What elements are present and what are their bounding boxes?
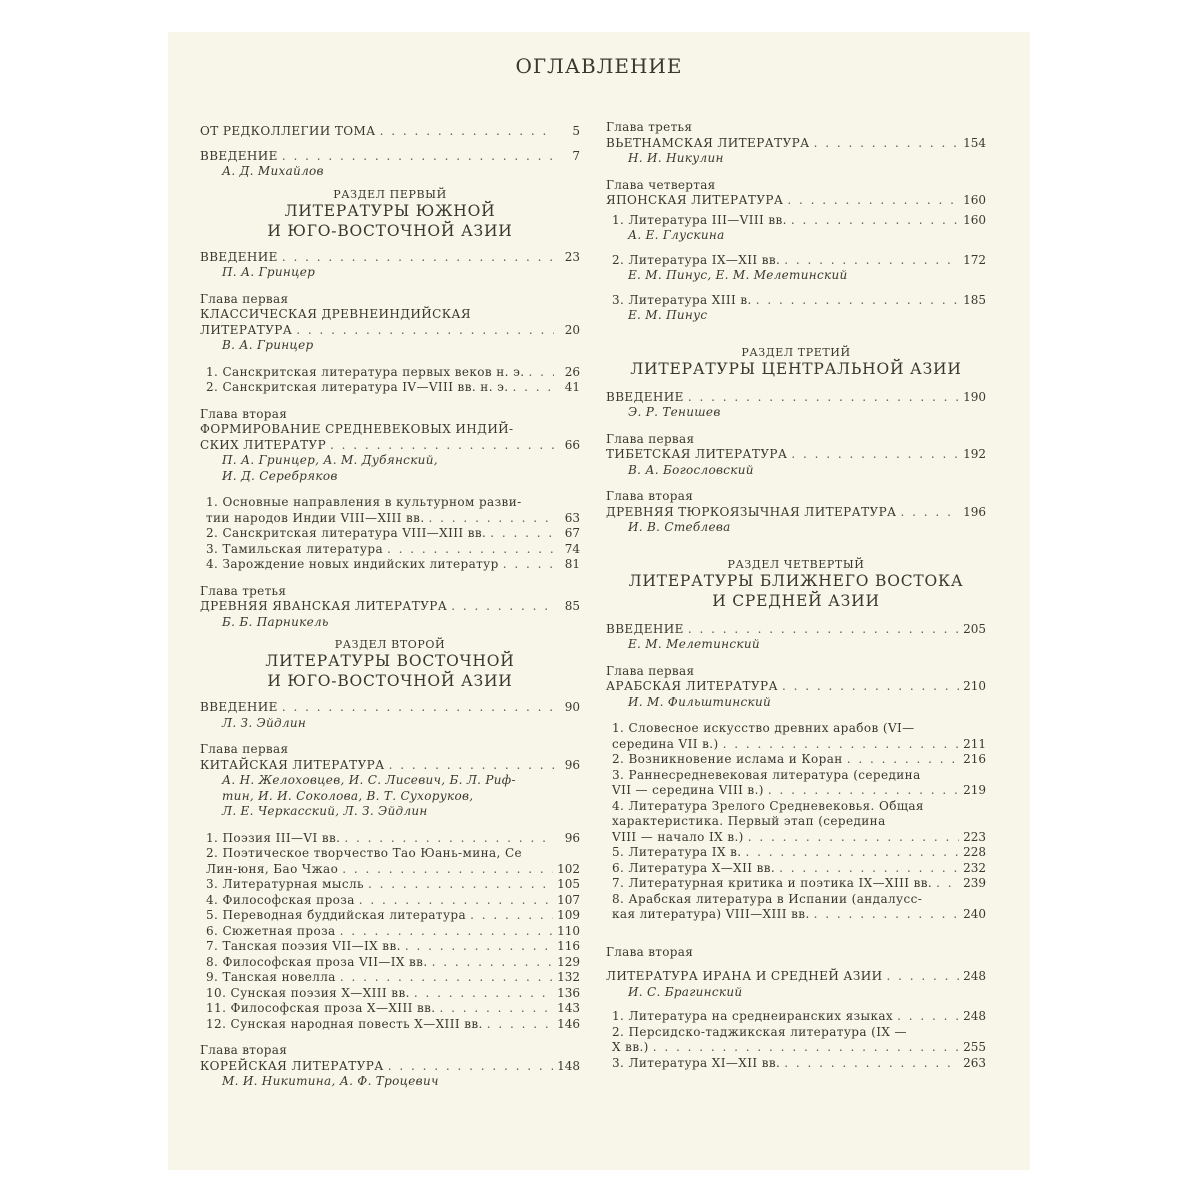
- toc-page-number: 63: [564, 510, 580, 525]
- toc-entry-title: ВВЕДЕНИЕ: [200, 249, 278, 264]
- toc-author: Л. Е. Черкасский, Л. З. Эйдлин: [222, 804, 428, 818]
- toc-author: Е. М. Пинус, Е. М. Мелетинский: [628, 268, 848, 282]
- toc-leader-dots: [414, 986, 553, 1002]
- toc-entry[interactable]: [606, 830, 986, 846]
- toc-entry-title: ВВЕДЕНИЕ: [200, 148, 278, 163]
- toc-leader-dots: [487, 1017, 553, 1033]
- toc-author: М. И. Никитина, А. Ф. Троцевич: [222, 1074, 439, 1088]
- toc-entry-title: ОТ РЕДКОЛЛЕГИИ ТОМА: [200, 124, 376, 138]
- toc-entry-title: 12. Сунская народная повесть X—XIII вв.: [206, 1016, 483, 1031]
- toc-author: И. В. Стеблева: [628, 520, 731, 534]
- toc-leader-dots: [389, 758, 554, 774]
- toc-entry-title: 3. Литература XI—XII вв.: [612, 1055, 781, 1070]
- toc-column-left: [200, 120, 580, 1090]
- toc-author: Б. Б. Парникель: [222, 614, 329, 629]
- toc-column-right: [606, 120, 986, 1071]
- chapter-label: Глава третья: [606, 120, 693, 134]
- toc-entry-title: 2. Санскритская литература VIII—XIII вв.: [206, 526, 487, 540]
- toc-leader-dots: [340, 970, 553, 986]
- toc-entry[interactable]: [200, 323, 580, 339]
- toc-entry[interactable]: [200, 511, 580, 527]
- toc-page-number: 255: [963, 1040, 986, 1054]
- toc-entry-title: X вв.): [612, 1040, 649, 1054]
- toc-entry-title: 5. Литература IX в.: [612, 845, 742, 859]
- toc-page-number: 23: [564, 249, 580, 264]
- section-title-line: ЛИТЕРАТУРЫ ЦЕНТРАЛЬНОЙ АЗИИ: [630, 359, 962, 378]
- toc-entry-line: 2. Поэтическое творчество Тао Юань-мина, Се: [206, 846, 523, 860]
- toc-page-number: 143: [557, 1001, 580, 1015]
- toc-entry-title: АРАБСКАЯ ЛИТЕРАТУРА: [606, 679, 778, 693]
- toc-page-number: 211: [963, 736, 986, 751]
- toc-entry-title: 1. Литература III—VIII вв.: [612, 212, 787, 227]
- toc-leader-dots: [745, 845, 959, 861]
- toc-entry-title: КОРЕЙСКАЯ ЛИТЕРАТУРА: [200, 1058, 384, 1073]
- toc-author: П. А. Гринцер: [222, 265, 316, 279]
- toc-leader-dots: [342, 862, 553, 878]
- toc-entry[interactable]: [606, 969, 986, 985]
- toc-entry-title: тии народов Индии VIII—XIII вв.: [206, 510, 425, 525]
- toc-entry[interactable]: [606, 390, 986, 406]
- chapter-label: Глава вторая: [200, 406, 288, 421]
- toc-entry[interactable]: [606, 845, 986, 861]
- toc-leader-dots: [282, 700, 554, 716]
- toc-leader-dots: [388, 1059, 553, 1075]
- toc-page-number: 219: [963, 783, 986, 797]
- toc-leader-dots: [787, 193, 959, 209]
- toc-page-number: 116: [557, 939, 580, 953]
- toc-entry-title: 7. Танская поэзия VII—IX вв.: [206, 939, 401, 953]
- toc-leader-dots: [784, 253, 959, 269]
- toc-leader-dots: [784, 1056, 959, 1072]
- toc-entry-title: 9. Танская новелла: [206, 970, 336, 984]
- toc-entry-title: 10. Сунская поэзия X—XIII вв.: [206, 985, 410, 1000]
- section-title-line: И ЮГО-ВОСТОЧНОЙ АЗИИ: [267, 672, 513, 690]
- toc-page-number: 26: [564, 364, 580, 379]
- toc-entry-title: ВВЕДЕНИЕ: [200, 700, 278, 714]
- toc-entry-title: КИТАЙСКАЯ ЛИТЕРАТУРА: [200, 757, 385, 772]
- toc-entry[interactable]: [200, 700, 580, 716]
- section-title-line: ЛИТЕРАТУРЫ БЛИЖНЕГО ВОСТОКА: [628, 571, 964, 590]
- toc-entry[interactable]: [606, 622, 986, 638]
- toc-entry-title: 11. Философская проза X—XIII вв.: [206, 1001, 436, 1015]
- toc-page-number: 216: [963, 752, 986, 766]
- toc-page-number: 105: [557, 877, 580, 891]
- toc-entry[interactable]: [200, 557, 580, 573]
- toc-page-number: 20: [564, 322, 580, 337]
- toc-leader-dots: [688, 390, 959, 406]
- toc-page-number: 196: [963, 504, 986, 519]
- toc-leader-dots: [470, 908, 553, 924]
- toc-leader-dots: [847, 752, 959, 768]
- toc-entry-title: ЯПОНСКАЯ ЛИТЕРАТУРА: [606, 193, 784, 207]
- toc-page-number: 239: [963, 876, 986, 890]
- toc-entry[interactable]: [200, 970, 580, 986]
- toc-leader-dots: [814, 907, 959, 923]
- toc-page-number: 109: [557, 908, 580, 922]
- toc-entry[interactable]: [606, 447, 986, 463]
- chapter-label: Глава первая: [200, 742, 289, 756]
- toc-entry-line: 2. Персидско-таджикская литература (IX —: [612, 1024, 907, 1039]
- toc-author: П. А. Гринцер, А. М. Дубянский,: [222, 453, 438, 467]
- chapter-label: Глава первая: [606, 431, 695, 446]
- toc-entry[interactable]: [606, 679, 986, 695]
- toc-page-number: 74: [564, 541, 580, 556]
- section-heading: [200, 188, 580, 241]
- toc-leader-dots: [432, 955, 554, 971]
- toc-author: Е. М. Пинус: [628, 308, 708, 322]
- toc-page-number: 7: [572, 148, 580, 163]
- toc-leader-dots: [936, 876, 959, 892]
- toc-entry-title: ТИБЕТСКАЯ ЛИТЕРАТУРА: [606, 447, 788, 461]
- toc-author: Л. З. Эйдлин: [222, 715, 307, 730]
- toc-page-number: 172: [963, 252, 986, 267]
- toc-leader-dots: [451, 599, 554, 615]
- toc-leader-dots: [791, 213, 959, 229]
- toc-entry-line: 4. Литература Зрелого Средневековья. Общая: [612, 798, 924, 813]
- toc-leader-dots: [282, 149, 554, 165]
- toc-entry-title: 6. Литература X—XII вв.: [612, 860, 776, 875]
- toc-entry-title: 2. Санскритская литература IV—VIII вв. н. э.: [206, 380, 509, 394]
- toc-entry-title: 1. Поэзия III—VI вв.: [206, 830, 341, 845]
- toc-leader-dots: [653, 1040, 959, 1056]
- section-heading: [606, 558, 986, 611]
- toc-entry-title: 8. Философская проза VII—IX вв.: [206, 954, 428, 969]
- toc-page-number: 81: [564, 557, 580, 571]
- book-page: [168, 32, 1030, 1170]
- toc-entry-title: ВВЕДЕНИЕ: [606, 621, 684, 636]
- toc-page-number: 185: [963, 292, 986, 307]
- toc-entry[interactable]: [606, 1009, 986, 1025]
- toc-entry[interactable]: [200, 526, 580, 542]
- toc-entry-title: 2. Возникновение ислама и Коран: [612, 752, 843, 766]
- toc-entry-title: 3. Литературная мысль: [206, 877, 364, 891]
- toc-page-number: 205: [963, 621, 986, 636]
- toc-leader-dots: [439, 1001, 553, 1017]
- toc-leader-dots: [387, 542, 554, 558]
- toc-leader-dots: [359, 893, 553, 909]
- toc-leader-dots: [490, 526, 554, 542]
- toc-author: Э. Р. Тенишев: [628, 405, 721, 419]
- page-title: ОГЛАВЛЕНИЕ: [515, 54, 683, 78]
- toc-leader-dots: [782, 679, 959, 695]
- section-title-line: ЛИТЕРАТУРЫ ЮЖНОЙ: [284, 201, 496, 220]
- toc-page-number: 96: [564, 757, 580, 772]
- toc-page-number: 66: [564, 437, 580, 452]
- toc-page-number: 5: [572, 124, 580, 138]
- toc-entry[interactable]: [606, 861, 986, 877]
- toc-entry[interactable]: [200, 955, 580, 971]
- chapter-label: Глава четвертая: [606, 177, 716, 192]
- toc-page-number: 41: [564, 380, 580, 394]
- toc-entry[interactable]: [200, 124, 580, 140]
- toc-entry[interactable]: [200, 1059, 580, 1075]
- toc-page-number: 248: [963, 1009, 986, 1023]
- toc-entry[interactable]: [606, 876, 986, 892]
- toc-page-number: 228: [963, 845, 986, 859]
- chapter-label: Глава вторая: [200, 1043, 288, 1057]
- toc-page-number: 223: [963, 829, 986, 844]
- toc-entry-title: СКИХ ЛИТЕРАТУР: [200, 437, 327, 452]
- toc-leader-dots: [429, 511, 554, 527]
- toc-entry[interactable]: [606, 907, 986, 923]
- toc-entry-title: VIII — начало IX в.): [612, 829, 744, 844]
- chapter-label: Глава вторая: [606, 944, 694, 959]
- toc-page-number: 263: [963, 1055, 986, 1070]
- toc-page-number: 160: [963, 212, 986, 227]
- toc-page-number: 190: [963, 389, 986, 404]
- toc-entry[interactable]: [200, 831, 580, 847]
- chapter-label: Глава вторая: [606, 489, 694, 503]
- toc-leader-dots: [779, 861, 959, 877]
- toc-author: В. А. Гринцер: [222, 338, 314, 352]
- chapter-label: Глава первая: [606, 663, 695, 678]
- toc-entry[interactable]: [200, 438, 580, 454]
- toc-entry-line: КЛАССИЧЕСКАЯ ДРЕВНЕИНДИЙСКАЯ: [200, 307, 472, 321]
- toc-entry[interactable]: [606, 737, 986, 753]
- toc-page-number: 240: [963, 907, 986, 921]
- toc-author: И. С. Брагинский: [628, 984, 743, 999]
- toc-leader-dots: [723, 737, 960, 753]
- toc-leader-dots: [897, 1009, 959, 1025]
- toc-page-number: 210: [963, 679, 986, 693]
- toc-entry[interactable]: [200, 250, 580, 266]
- toc-page-number: 154: [963, 135, 986, 150]
- toc-entry[interactable]: [200, 1017, 580, 1033]
- toc-entry-title: ВЬЕТНАМСКАЯ ЛИТЕРАТУРА: [606, 135, 810, 150]
- toc-leader-dots: [330, 438, 554, 454]
- toc-leader-dots: [814, 136, 959, 152]
- toc-entry-title: 4. Зарождение новых индийских литератур: [206, 557, 499, 571]
- toc-entry[interactable]: [200, 149, 580, 165]
- toc-entry-title: 5. Переводная буддийская литература: [206, 908, 467, 922]
- section-label: РАЗДЕЛ ВТОРОЙ: [334, 638, 446, 651]
- section-title: [200, 651, 580, 691]
- toc-entry[interactable]: [200, 908, 580, 924]
- toc-page-number: 132: [557, 970, 580, 984]
- toc-page-number: 67: [564, 526, 580, 540]
- toc-author: А. Д. Михайлов: [222, 164, 324, 178]
- toc-leader-dots: [768, 783, 959, 799]
- toc-page-number: 96: [564, 830, 580, 845]
- toc-entry[interactable]: [200, 862, 580, 878]
- toc-entry[interactable]: [200, 986, 580, 1002]
- chapter-label: Глава третья: [200, 583, 287, 598]
- toc-entry-line: характеристика. Первый этап (середина: [612, 814, 886, 828]
- toc-entry[interactable]: [200, 1001, 580, 1017]
- toc-page-number: 146: [557, 1016, 580, 1031]
- toc-leader-dots: [688, 622, 959, 638]
- toc-page-number: 110: [557, 923, 580, 938]
- section-title-line: И СРЕДНЕЙ АЗИИ: [712, 591, 880, 610]
- section-label: РАЗДЕЛ ПЕРВЫЙ: [333, 187, 447, 201]
- toc-entry-title: 3. Тамильская литература: [206, 541, 384, 556]
- toc-entry-title: ЛИТЕРАТУРА ИРАНА И СРЕДНЕЙ АЗИИ: [606, 969, 883, 983]
- toc-leader-dots: [282, 250, 554, 266]
- section-title-line: ЛИТЕРАТУРЫ ВОСТОЧНОЙ: [265, 652, 515, 670]
- chapter-label: Глава первая: [200, 291, 289, 306]
- section-label: РАЗДЕЛ ЧЕТВЕРТЫЙ: [727, 557, 865, 571]
- section-title: [200, 201, 580, 241]
- toc-entry[interactable]: [200, 599, 580, 615]
- section-label: РАЗДЕЛ ТРЕТИЙ: [741, 345, 851, 359]
- toc-entry-title: 3. Литература XIII в.: [612, 292, 752, 307]
- toc-leader-dots: [405, 939, 553, 955]
- section-title: [606, 359, 986, 379]
- toc-author: И. Д. Серебряков: [222, 468, 338, 483]
- toc-entry[interactable]: [200, 924, 580, 940]
- toc-leader-dots: [380, 124, 554, 140]
- toc-entry[interactable]: [200, 877, 580, 893]
- toc-author: А. Е. Глускина: [628, 228, 725, 242]
- toc-leader-dots: [344, 831, 554, 847]
- section-heading: [200, 638, 580, 691]
- section-title: [606, 571, 986, 611]
- toc-author: Е. М. Мелетинский: [628, 637, 760, 651]
- toc-page-number: 136: [557, 985, 580, 1000]
- toc-entry[interactable]: [606, 213, 986, 229]
- toc-entry[interactable]: [606, 505, 986, 521]
- toc-entry[interactable]: [200, 380, 580, 396]
- toc-page-number: 107: [557, 892, 580, 907]
- toc-entry-title: середина VII в.): [612, 736, 719, 751]
- toc-page-number: 102: [557, 861, 580, 876]
- toc-entry[interactable]: [606, 193, 986, 209]
- toc-author: И. М. Фильштинский: [628, 694, 771, 709]
- toc-entry-line: 1. Словесное искусство древних арабов (VI—: [612, 721, 915, 735]
- toc-leader-dots: [512, 380, 554, 396]
- toc-entry[interactable]: [606, 293, 986, 309]
- toc-entry-title: 6. Сюжетная проза: [206, 923, 336, 938]
- toc-leader-dots: [901, 505, 960, 521]
- toc-leader-dots: [368, 877, 553, 893]
- toc-entry-title: ВВЕДЕНИЕ: [606, 389, 684, 404]
- toc-entry[interactable]: [606, 1056, 986, 1072]
- toc-page-number: 85: [564, 599, 580, 613]
- toc-page-number: 192: [963, 447, 986, 461]
- toc-entry-title: 7. Литературная критика и поэтика IX—XIII вв.: [612, 876, 933, 890]
- toc-page-number: 129: [557, 954, 580, 969]
- toc-author: В. А. Богословский: [628, 462, 754, 477]
- toc-entry[interactable]: [200, 939, 580, 955]
- toc-entry-line: 8. Арабская литература в Испании (андалусс-: [612, 891, 923, 906]
- toc-entry-title: 1. Санскритская литература первых веков н. э.: [206, 364, 525, 379]
- toc-leader-dots: [887, 969, 960, 985]
- section-title-line: И ЮГО-ВОСТОЧНОЙ АЗИИ: [267, 221, 513, 240]
- toc-entry-title: 2. Литература IX—XII вв.: [612, 252, 781, 267]
- toc-leader-dots: [791, 447, 959, 463]
- toc-entry-title: 4. Философская проза: [206, 892, 355, 907]
- toc-entry[interactable]: [606, 253, 986, 269]
- toc-entry[interactable]: [606, 783, 986, 799]
- toc-leader-dots: [528, 365, 554, 381]
- toc-entry[interactable]: [200, 893, 580, 909]
- toc-author: А. Н. Желоховцев, И. С. Лисевич, Б. Л. Риф-: [222, 773, 516, 787]
- toc-page-number: 148: [557, 1058, 580, 1073]
- toc-entry[interactable]: [200, 365, 580, 381]
- toc-entry-line: 1. Основные направления в культурном разви-: [206, 495, 522, 509]
- toc-page-number: 160: [963, 193, 986, 207]
- toc-author: Н. И. Никулин: [628, 151, 724, 165]
- toc-leader-dots: [340, 924, 553, 940]
- toc-entry-title: Лин-юня, Бао Чжао: [206, 861, 339, 876]
- section-heading: [606, 346, 986, 379]
- toc-entry-line: ФОРМИРОВАНИЕ СРЕДНЕВЕКОВЫХ ИНДИЙ-: [200, 422, 514, 436]
- toc-page-number: 232: [963, 860, 986, 875]
- toc-entry[interactable]: [200, 542, 580, 558]
- toc-entry[interactable]: [606, 136, 986, 152]
- toc-entry-title: кая литература) VIII—XIII вв.: [612, 907, 810, 921]
- toc-entry-title: 1. Литература на среднеиранских языках: [612, 1009, 894, 1023]
- toc-page-number: 90: [564, 700, 580, 714]
- toc-leader-dots: [756, 293, 959, 309]
- toc-leader-dots: [296, 323, 554, 339]
- toc-entry-title: ЛИТЕРАТУРА: [200, 322, 293, 337]
- toc-entry[interactable]: [606, 1040, 986, 1056]
- toc-entry-title: ДРЕВНЯЯ ЯВАНСКАЯ ЛИТЕРАТУРА: [200, 599, 448, 613]
- toc-entry-line: 3. Раннесредневековая литература (середина: [612, 767, 921, 782]
- toc-page-number: 248: [963, 969, 986, 983]
- toc-entry-title: ДРЕВНЯЯ ТЮРКОЯЗЫЧНАЯ ЛИТЕРАТУРА: [606, 504, 897, 519]
- toc-leader-dots: [748, 830, 959, 846]
- toc-entry-title: VII — середина VIII в.): [612, 783, 764, 797]
- toc-leader-dots: [503, 557, 554, 573]
- toc-entry[interactable]: [200, 758, 580, 774]
- toc-entry[interactable]: [606, 752, 986, 768]
- toc-author: тин, И. И. Соколова, В. Т. Сухоруков,: [222, 788, 474, 803]
